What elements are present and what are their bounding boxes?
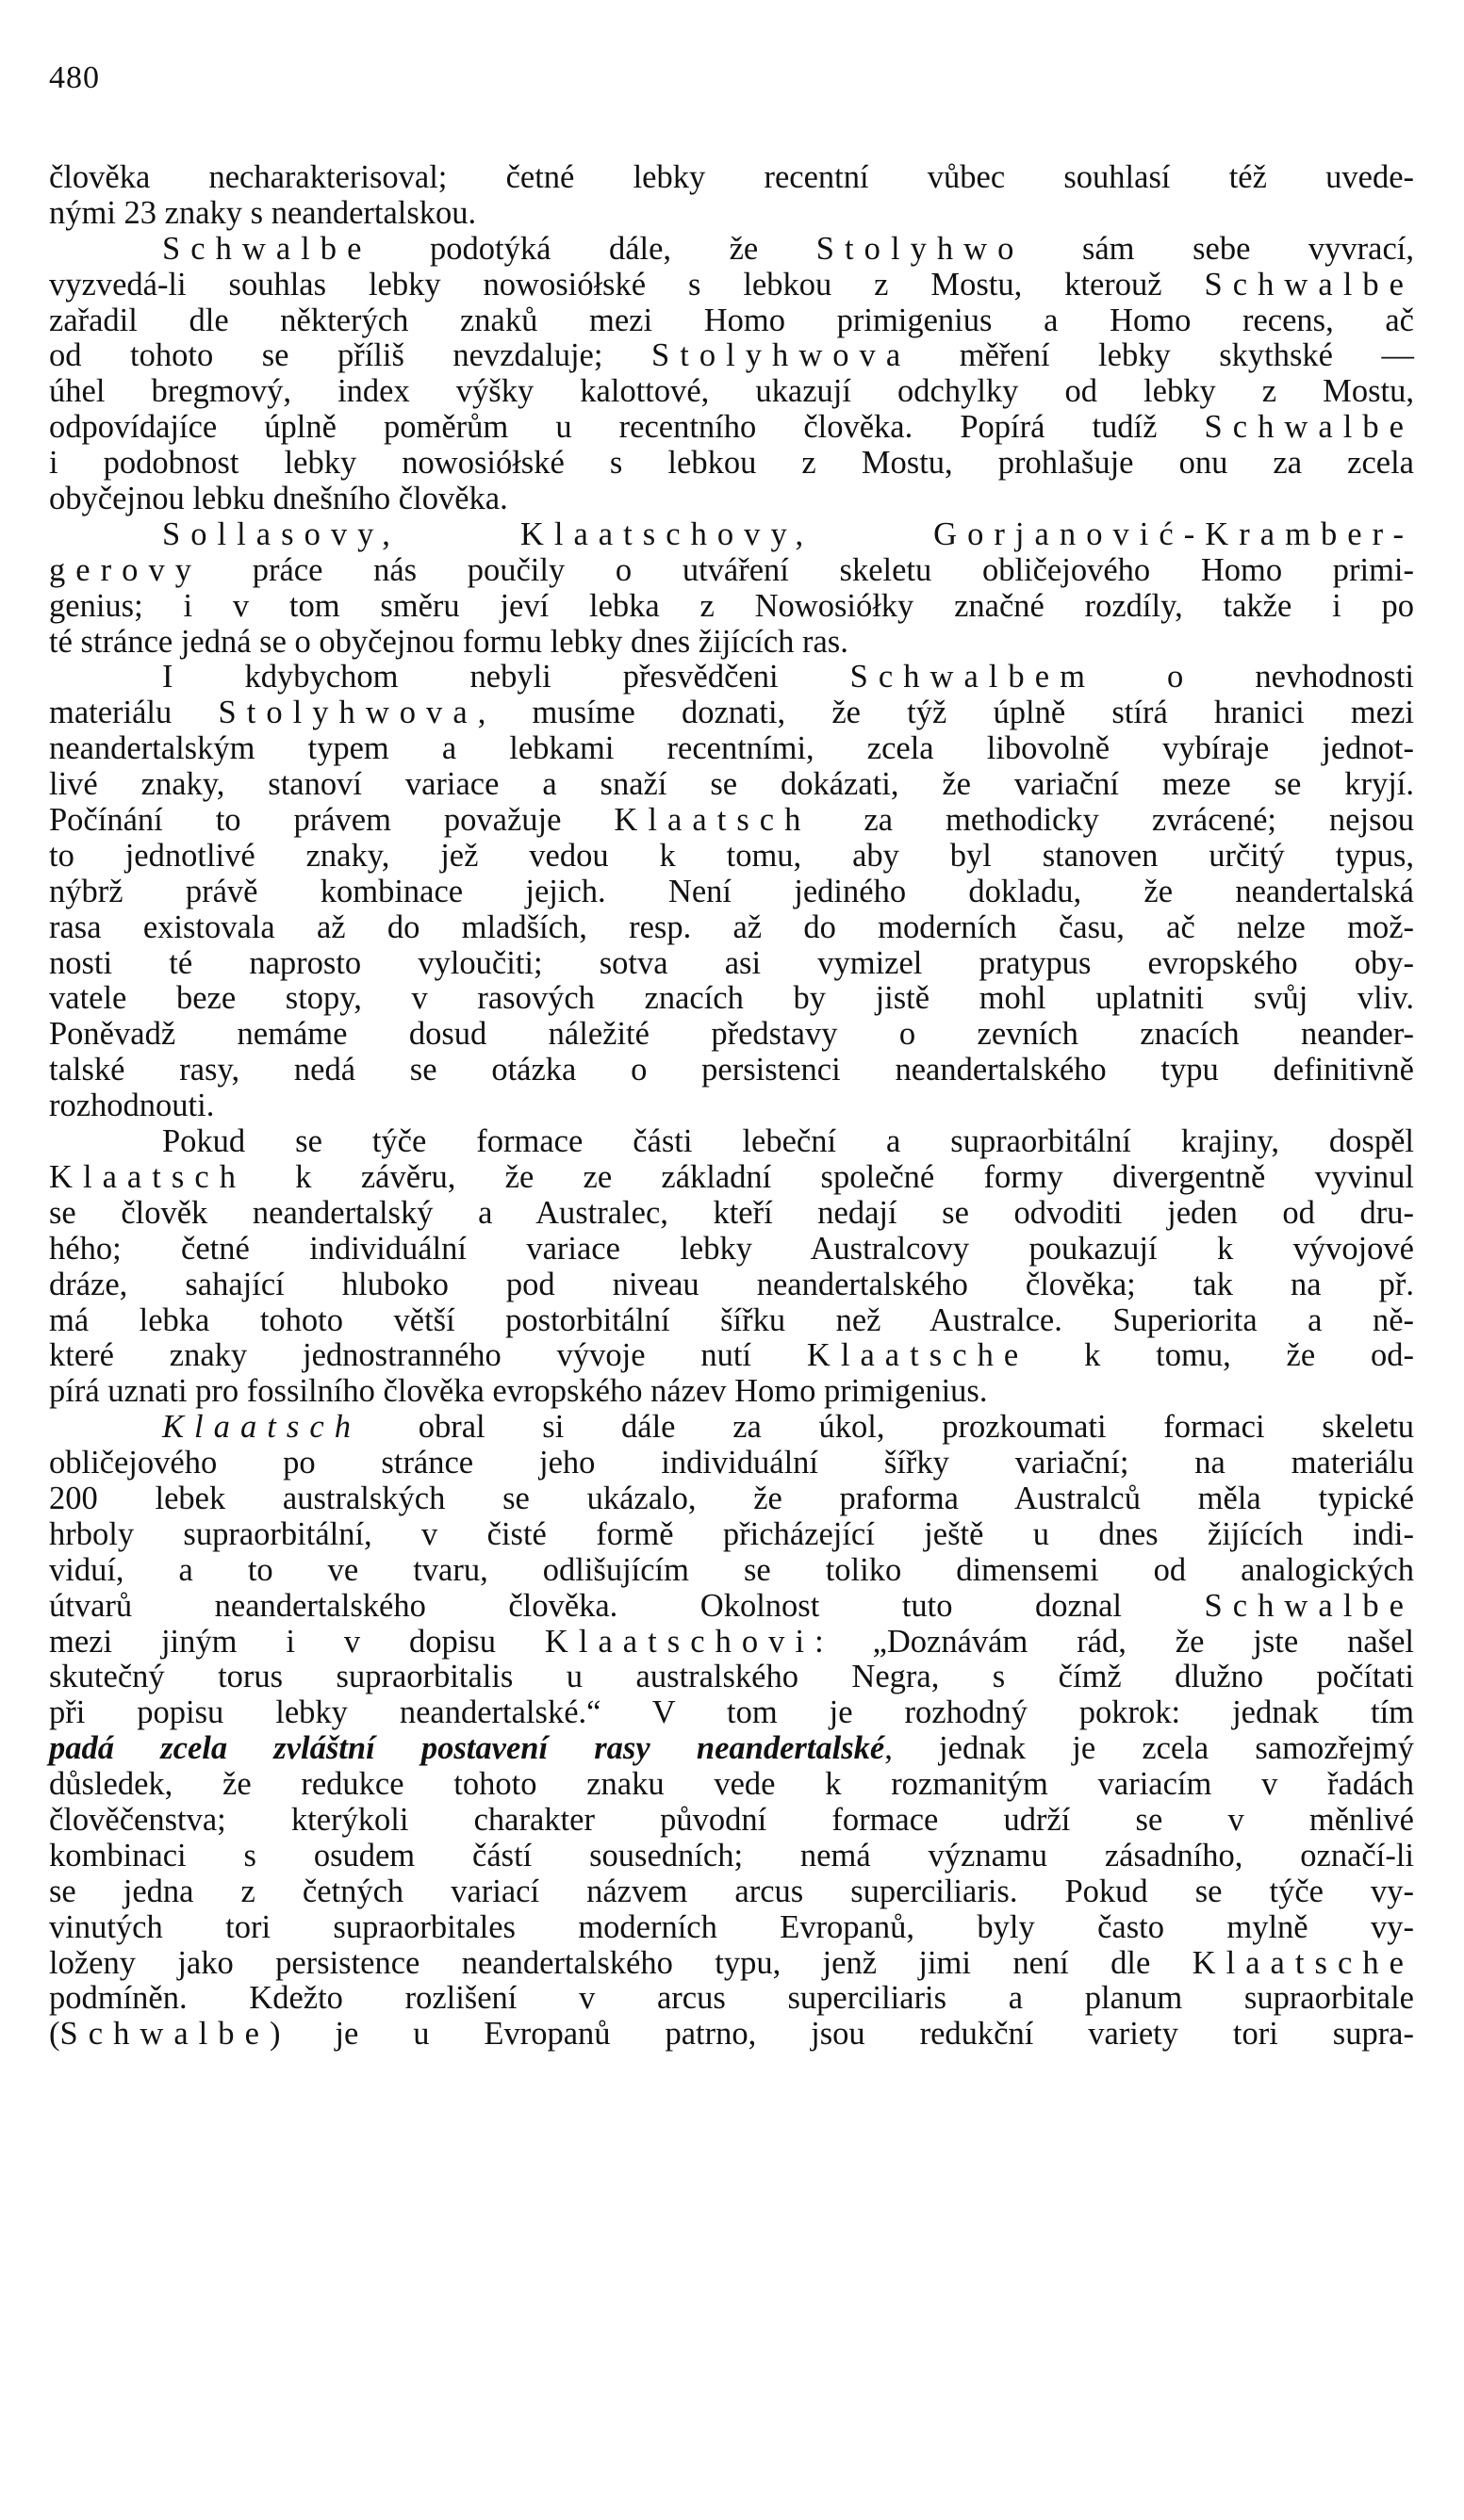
text-line: vinutých tori supraorbitales moderních Evropanů, byly často mylně vy- [49, 1908, 1414, 1945]
text-line: které znaky jednostranného vývoje nutí Klaatsche k tomu, že od- [49, 1337, 1414, 1374]
text-line: rasa existovala až do mladších, resp. až do moderních času, ač nelze mož- [49, 908, 1414, 945]
text-line: obyčejnou lebku dnešního člověka. [49, 481, 508, 517]
text-line: se člověk neandertalský a Australec, kteří nedají se odvoditi jeden od dru- [49, 1194, 1414, 1231]
text-line: neandertalským typem a lebkami recentními, zcela libovolně vybíraje jednot- [49, 730, 1414, 767]
text-line: odpovídajíce úplně poměrům u recentního člověka. Popírá tudíž Schwalbe [49, 409, 1414, 446]
text-line: úhel bregmový, index výšky kalottové, ukazují odchylky od lebky z Mostu, [49, 373, 1414, 410]
text-line: skutečný torus supraorbitalis u australského Negra, s čímž dlužno počítati [49, 1659, 1414, 1695]
body-text [49, 160, 1414, 2053]
text-line: Schwalbe podotýká dále, že Stolyhwo sám sebe vyvrací, [162, 230, 1415, 267]
text-line: rozhodnouti. [49, 1088, 215, 1124]
text-line: od tohoto se příliš nevzdaluje; Stolyhwova měření lebky skythské — [49, 337, 1414, 374]
text-line: vatele beze stopy, v rasových znacích by jistě mohl uplatniti svůj vliv. [49, 980, 1414, 1017]
text-line: obličejového po stránce jeho individuální šířky variační; na materiálu [49, 1445, 1414, 1481]
text-line: nými 23 znaky s neandertalskou. [49, 194, 477, 231]
text-line: materiálu Stolyhwova, musíme doznati, že týž úplně stírá hranici mezi [49, 695, 1414, 731]
text-line: Poněvadž nemáme dosud náležité představy o zevních znacích neander- [49, 1016, 1414, 1053]
text-line: té stránce jedná se o obyčejnou formu lebky dnes žijících ras. [49, 623, 848, 660]
text-line: I kdybychom nebyli přesvědčeni Schwalbem o nevhodnosti [162, 659, 1414, 695]
text-line: livé znaky, stanoví variace a snaží se dokázati, že variační meze se kryjí. [49, 766, 1414, 803]
text-line: padá zcela zvláštní postavení rasy neandertalské, jednak je zcela samozřejmý [49, 1730, 1414, 1767]
text-line: i podobnost lebky nowosiółské s lebkou z Mostu, prohlašuje onu za zcela [49, 445, 1414, 482]
text-line: hého; četné individuální variace lebky Australcovy poukazují k vývojové [49, 1230, 1414, 1267]
text-line: zařadil dle některých znaků mezi Homo primigenius a Homo recens, ač [49, 302, 1414, 338]
page-number: 480 [49, 60, 100, 95]
text-line: při popisu lebky neandertalské.“ V tom je rozhodný pokrok: jednak tím [49, 1694, 1414, 1731]
text-line: genius; i v tom směru jeví lebka z Nowosiółky značné rozdíly, takže i po [49, 587, 1414, 624]
text-line: viduí, a to ve tvaru, odlišujícím se toliko dimensemi od analogických [49, 1551, 1414, 1588]
text-line: útvarů neandertalského člověka. Okolnost tuto doznal Schwalbe [49, 1587, 1414, 1624]
text-line: důsledek, že redukce tohoto znaku vede k rozmanitým variacím v řadách [49, 1766, 1414, 1803]
text-line: talské rasy, nedá se otázka o persistenci neandertalského typu definitivně [49, 1052, 1414, 1088]
text-line: nýbrž právě kombinace jejich. Není jediného dokladu, že neandertalská [49, 873, 1414, 909]
text-line: (Schwalbe) je u Evropanů patrno, jsou redukční variety tori supra- [49, 2016, 1414, 2053]
text-line: nosti té naprosto vyloučiti; sotva asi vymizel pratypus evropského oby- [49, 944, 1414, 981]
text-line: Klaatsch k závěru, že ze základní společné formy divergentně vyvinul [49, 1158, 1414, 1195]
text-line: podmíněn. Kdežto rozlišení v arcus superciliaris a planum supraorbitale [49, 1980, 1414, 2017]
text-line: má lebka tohoto větší postorbitální šířku než Australce. Superiorita a ně- [49, 1301, 1414, 1338]
text-line: Klaatsch obral si dále za úkol, prozkoumati formaci skeletu [162, 1409, 1414, 1446]
text-line: se jedna z četných variací názvem arcus superciliaris. Pokud se týče vy- [49, 1873, 1414, 1909]
text-line: hrboly supraorbitální, v čisté formě přicházející ještě u dnes žijících indi- [49, 1515, 1414, 1552]
text-line: gerovy práce nás poučily o utváření skeletu obličejového Homo primi- [49, 551, 1414, 588]
text-line: loženy jako persistence neandertalského typu, jenž jimi není dle Klaatsche [49, 1944, 1414, 1981]
text-line: Počínání to právem považuje Klaatsch za methodicky zvrácené; nejsou [49, 802, 1415, 839]
text-line: Sollasovy, Klaatschovy, Gorjanović-Kramber- [162, 515, 1414, 552]
text-line: dráze, sahající hluboko pod niveau neandertalského člověka; tak na př. [49, 1266, 1414, 1302]
text-line: vyzvedá-li souhlas lebky nowosiółské s lebkou z Mostu, kterouž Schwalbe [49, 266, 1414, 303]
text-line: člověka necharakterisoval; četné lebky recentní vůbec souhlasí též uvede- [49, 159, 1414, 195]
text-line: 200 lebek australských se ukázalo, že praforma Australců měla typické [49, 1480, 1414, 1516]
text-line: kombinaci s osudem částí sousedních; nemá významu zásadního, označí-li [49, 1837, 1414, 1874]
text-line: pírá uznati pro fossilního člověka evropského název Homo primigenius. [49, 1373, 988, 1410]
text-line: to jednotlivé znaky, jež vedou k tomu, aby byl stanoven určitý typus, [49, 837, 1414, 874]
text-line: člověčenstva; kterýkoli charakter původní formace udrží se v měnlivé [49, 1801, 1414, 1838]
text-line: mezi jiným i v dopisu Klaatschovi: „Doznávám rád, že jste našel [49, 1623, 1414, 1660]
text-line: Pokud se týče formace části lebeční a supraorbitální krajiny, dospěl [162, 1123, 1414, 1160]
